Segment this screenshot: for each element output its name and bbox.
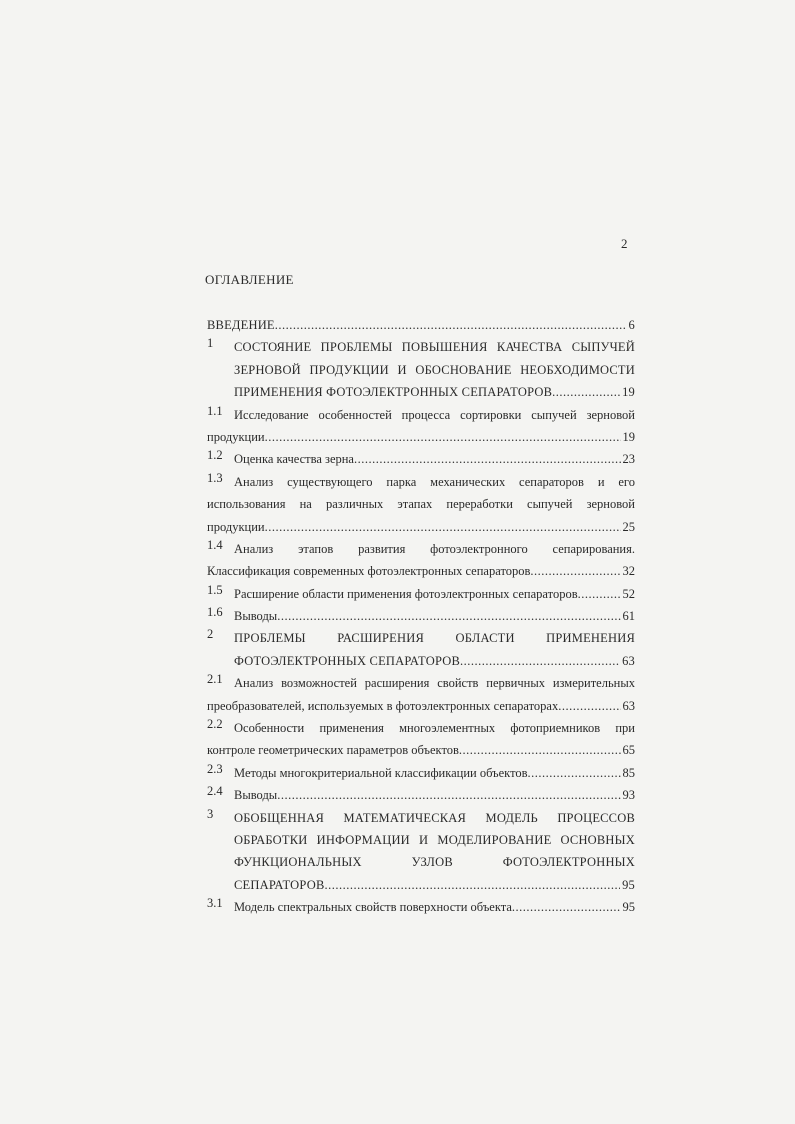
toc-entry-text: ВВЕДЕНИЕ [207, 318, 275, 332]
dot-leader [460, 650, 620, 672]
dot-leader [459, 739, 621, 761]
toc-entry-number: 3 [207, 806, 214, 821]
toc-entry [207, 672, 635, 717]
toc-entry-page: 85 [622, 765, 635, 780]
toc-entry-page: 19 [622, 429, 635, 444]
toc-entry [207, 717, 635, 762]
toc-entry [207, 314, 635, 336]
toc-entry-text: ПРОБЛЕМЫ РАСШИРЕНИЯ ОБЛАСТИ ПРИМЕНЕНИЯ [234, 631, 635, 646]
dot-leader [552, 381, 620, 403]
dot-leader [354, 448, 621, 470]
toc-entry-text: ПРИМЕНЕНИЯ ФОТОЭЛЕКТРОННЫХ СЕПАРАТОРОВ [234, 385, 553, 400]
toc-entry-page: 52 [622, 586, 635, 601]
toc-entry-text: Методы многокритериальной классификации объектов [234, 765, 528, 780]
toc-entry-page: 61 [622, 609, 635, 624]
toc-entry [207, 627, 635, 672]
toc-entry-number: 2.3 [207, 761, 223, 776]
toc-entry-number: 1.2 [207, 448, 223, 463]
toc-entry [207, 605, 635, 627]
toc-entry-number: 1.4 [207, 537, 223, 552]
toc-entry-number: 1 [207, 336, 214, 351]
toc-entry-text: СЕПАРАТОРОВ [234, 877, 325, 892]
dot-leader [265, 516, 621, 538]
dot-leader [512, 896, 621, 918]
toc-title: ОГЛАВЛЕНИЕ [205, 272, 294, 287]
toc-entry-text: ОБРАБОТКИ ИНФОРМАЦИИ И МОДЕЛИРОВАНИЕ ОСНОВНЫХ [234, 832, 635, 847]
toc-entry-number: 2.2 [207, 717, 223, 732]
toc-entry-text: СОСТОЯНИЕ ПРОБЛЕМЫ ПОВЫШЕНИЯ КАЧЕСТВА СЫПУЧЕЙ [234, 340, 635, 355]
toc-entry [207, 538, 635, 583]
toc-entry-text: Модель спектральных свойств поверхности объекта [234, 900, 512, 915]
toc-entry-text: ФОТОЭЛЕКТРОННЫХ СЕПАРАТОРОВ [234, 653, 461, 668]
toc-entry-text: Анализ возможностей расширения свойств первичных измерительных [234, 676, 635, 691]
toc-entry-number: 2.1 [207, 672, 223, 687]
dot-leader [324, 874, 620, 896]
toc-entry-page: 63 [622, 698, 635, 713]
dot-leader [528, 762, 621, 784]
toc-entry-text: продукции [207, 429, 265, 444]
toc-entry-text: контроле геометрических параметров объектов [207, 743, 459, 758]
toc-entry-number: 1.5 [207, 582, 223, 597]
toc-entry-page: 63 [622, 653, 635, 668]
toc-entry-text: Анализ этапов развития фотоэлектронного сепарирования. [234, 541, 635, 556]
toc-entry-number: 1.6 [207, 605, 223, 620]
toc-entry-text: ЗЕРНОВОЙ ПРОДУКЦИИ И ОБОСНОВАНИЕ НЕОБХОДИМОСТИ [234, 362, 635, 377]
toc-entry-text: Классификация современных фотоэлектронных сепараторов [207, 564, 531, 579]
toc-entry [207, 896, 635, 918]
toc-entry-page: 25 [622, 519, 635, 534]
toc-entry-number: 2 [207, 627, 214, 642]
toc-entry [207, 762, 635, 784]
toc-entry [207, 807, 635, 897]
toc-entry-number: 3.1 [207, 896, 223, 911]
toc-entry-page: 6 [628, 318, 635, 332]
dot-leader [530, 560, 620, 582]
toc-entry-text: использования на различных этапах переработки сыпучей зерновой [207, 497, 635, 512]
toc-entry-page: 65 [622, 743, 635, 758]
toc-entry [207, 583, 635, 605]
toc-entry-page: 23 [622, 452, 635, 467]
toc-entry-page: 32 [622, 564, 635, 579]
dot-leader [277, 605, 620, 627]
toc-entry-text: Расширение области применения фотоэлектронных сепараторов [234, 586, 578, 601]
dot-leader [277, 784, 620, 806]
toc-entry [207, 448, 635, 470]
toc-entry [207, 404, 635, 449]
toc-entry-page: 95 [622, 900, 635, 915]
toc-entry-number: 2.4 [207, 784, 223, 799]
page-number: 2 [621, 236, 628, 251]
toc-entry-number: 1.3 [207, 470, 223, 485]
toc-entry-text: ФУНКЦИОНАЛЬНЫХ УЗЛОВ ФОТОЭЛЕКТРОННЫХ [234, 855, 635, 870]
toc-entry-page: 93 [622, 788, 635, 803]
toc-entry-text: Оценка качества зерна [234, 452, 354, 467]
toc-entry-page: 95 [622, 877, 635, 892]
toc-entry-text: Выводы [234, 609, 278, 624]
dot-leader [265, 426, 621, 448]
toc-entry-text: Анализ существующего парка механических сепараторов и его [234, 474, 635, 489]
dot-leader [275, 314, 627, 336]
toc-entry-text: Особенности применения многоэлементных фотоприемников при [234, 721, 635, 736]
toc-entry-text: ОБОБЩЕННАЯ МАТЕМАТИЧЕСКАЯ МОДЕЛЬ ПРОЦЕССОВ [234, 810, 635, 825]
toc-entry [207, 784, 635, 806]
toc-entry-page: 19 [622, 385, 635, 400]
toc-entry [207, 336, 635, 403]
toc-entry-text: преобразователей, используемых в фотоэлектронных сепараторах [207, 698, 559, 713]
toc-entry-text: Выводы [234, 788, 278, 803]
toc-entry-text: продукции [207, 519, 265, 534]
dot-leader [558, 695, 620, 717]
table-of-contents [207, 314, 635, 919]
toc-entry-text: Исследование особенностей процесса сортировки сыпучей зерновой [234, 407, 635, 422]
toc-entry [207, 471, 635, 538]
toc-entry-number: 1.1 [207, 403, 223, 418]
dot-leader [578, 583, 621, 605]
